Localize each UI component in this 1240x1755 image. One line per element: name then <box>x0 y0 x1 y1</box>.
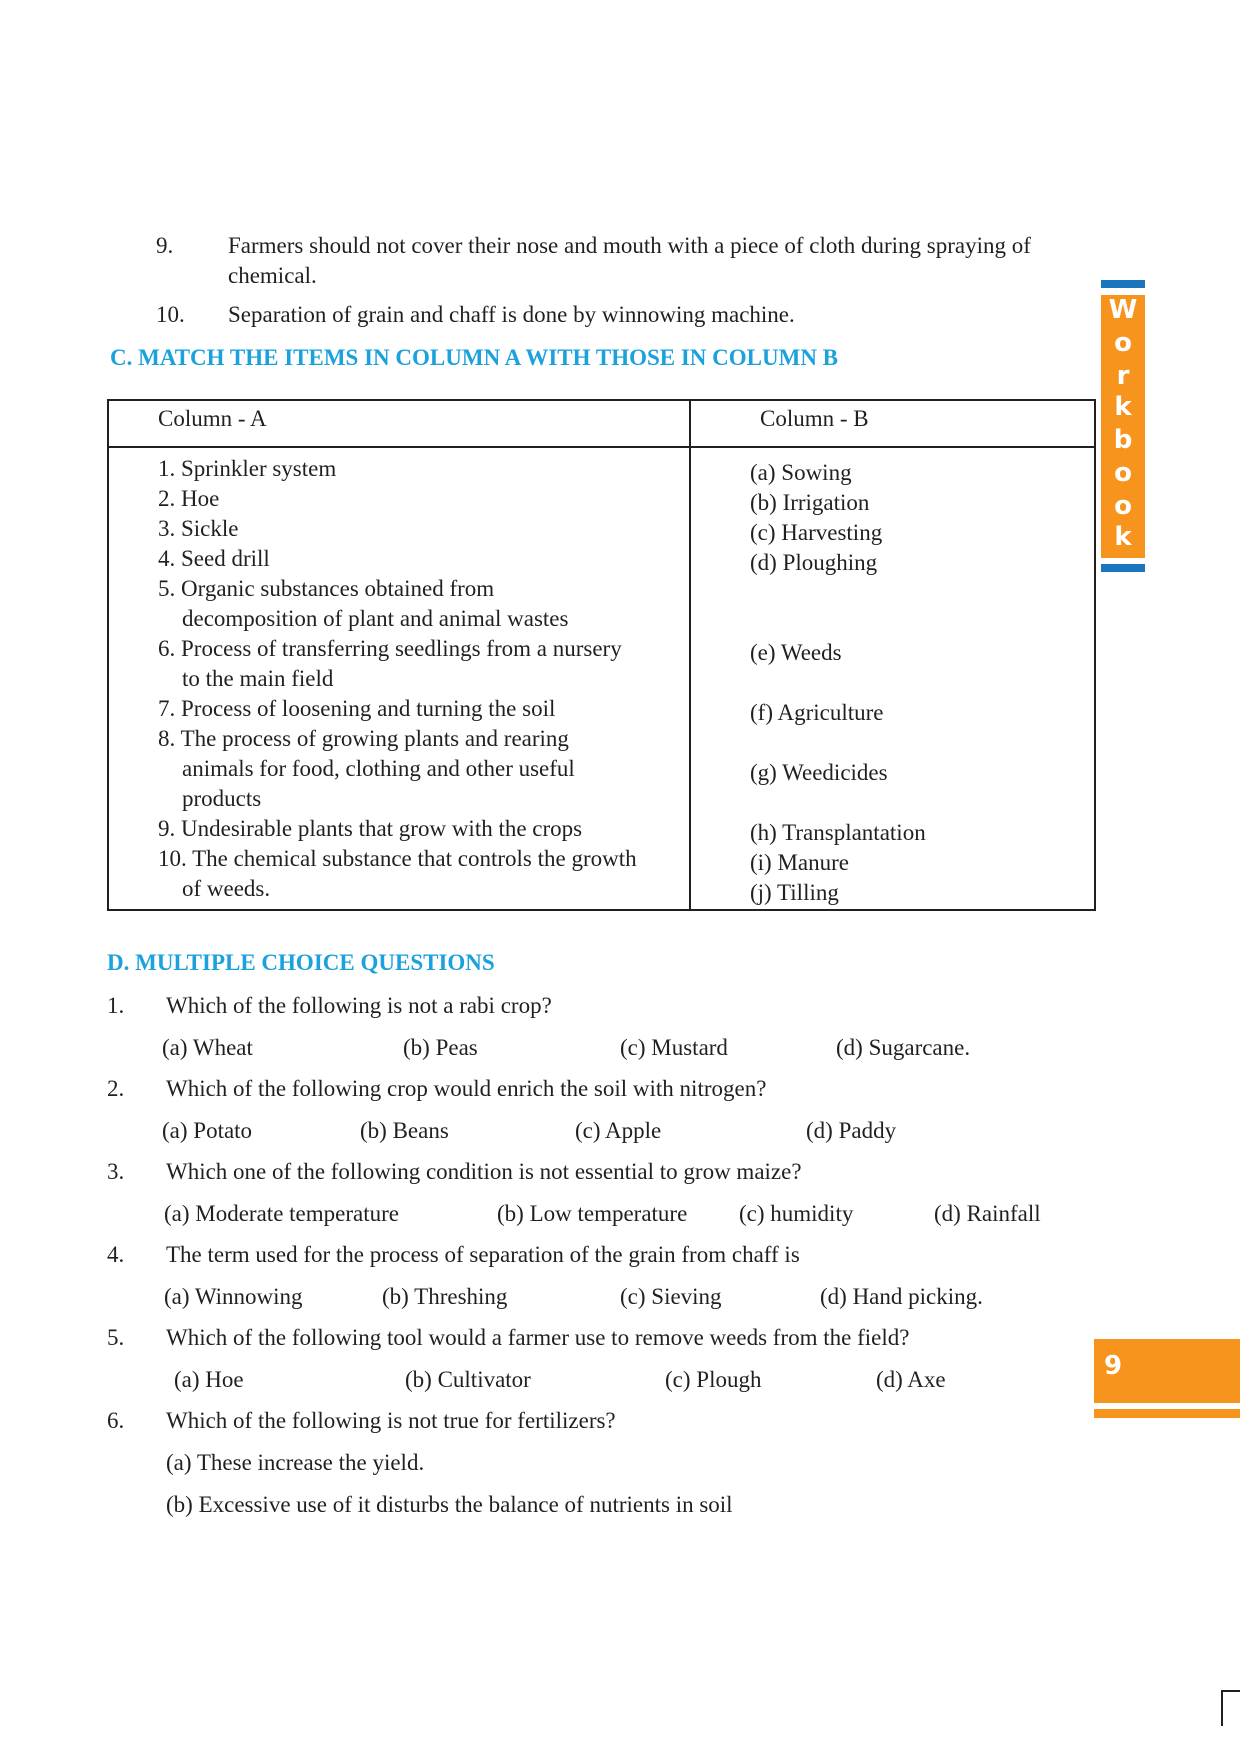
col-a-line: decomposition of plant and animal wastes <box>182 606 569 631</box>
col-a-line: products <box>182 786 262 811</box>
column-a-header: Column - A <box>158 406 267 431</box>
side-tab-letter: k <box>1114 522 1132 552</box>
question-text: Which of the following is not true for fertilizers? <box>166 1408 616 1433</box>
side-tab-letter: o <box>1114 491 1132 521</box>
col-a-line: to the main field <box>182 666 334 691</box>
col-b-line: (e) Weeds <box>750 640 842 665</box>
crop-mark <box>1221 1690 1240 1692</box>
question-text: Which of the following tool would a farmer use to remove weeds from the field? <box>166 1325 910 1350</box>
option: (a) Wheat <box>162 1035 253 1060</box>
question-text: The term used for the process of separation of the grain from chaff is <box>166 1242 800 1267</box>
page-number-underline <box>1094 1409 1240 1418</box>
col-a-line: 10. The chemical substance that controls the growth <box>158 846 637 871</box>
option: (b) Excessive use of it disturbs the balance of nutrients in soil <box>166 1492 733 1517</box>
col-a-line: 5. Organic substances obtained from <box>158 576 495 601</box>
question-number: 4. <box>107 1242 125 1267</box>
option: (d) Hand picking. <box>820 1284 983 1309</box>
option: (a) These increase the yield. <box>166 1450 425 1475</box>
col-a-line: 2. Hoe <box>158 486 220 511</box>
option: (b) Threshing <box>382 1284 508 1309</box>
col-b-line: (i) Manure <box>750 850 849 875</box>
match-table <box>107 399 1096 911</box>
page-number: 9 <box>1104 1351 1123 1381</box>
side-tab-top-bar <box>1101 280 1145 288</box>
question-text: Which of the following crop would enrich the soil with nitrogen? <box>166 1076 767 1101</box>
header-divider <box>107 446 1094 448</box>
col-b-line: (g) Weedicides <box>750 760 888 785</box>
side-tab-letter: o <box>1114 458 1132 488</box>
question-number: 2. <box>107 1076 125 1101</box>
side-tab-bottom-bar <box>1101 564 1145 572</box>
question-number: 3. <box>107 1159 125 1184</box>
side-tab-letter: r <box>1116 361 1130 391</box>
col-b-line: (j) Tilling <box>750 880 839 905</box>
column-divider <box>689 401 691 911</box>
tf-item-9-line-1: Farmers should not cover their nose and mouth with a piece of cloth during spraying of <box>228 233 1031 258</box>
col-a-line: 1. Sprinkler system <box>158 456 337 481</box>
option: (a) Winnowing <box>164 1284 303 1309</box>
tf-item-9-line-2: chemical. <box>228 263 317 288</box>
side-tab-letter: o <box>1114 328 1132 358</box>
option: (b) Cultivator <box>405 1367 531 1392</box>
side-tab-letter: b <box>1113 425 1133 455</box>
option: (d) Axe <box>876 1367 946 1392</box>
option: (c) humidity <box>739 1201 854 1226</box>
col-a-line: 7. Process of loosening and turning the soil <box>158 696 556 721</box>
question-number: 5. <box>107 1325 125 1350</box>
col-b-line: (b) Irrigation <box>750 490 870 515</box>
option: (a) Moderate temperature <box>164 1201 399 1226</box>
question-text: Which of the following is not a rabi crop? <box>166 993 552 1018</box>
option: (d) Paddy <box>806 1118 897 1143</box>
option: (d) Rainfall <box>934 1201 1041 1226</box>
crop-mark <box>1221 1690 1223 1726</box>
tf-item-10-line-1: Separation of grain and chaff is done by winnowing machine. <box>228 302 795 327</box>
option: (d) Sugarcane. <box>836 1035 971 1060</box>
section-c-heading: C. MATCH THE ITEMS IN COLUMN A WITH THOSE IN COLUMN B <box>110 345 839 370</box>
col-b-line: (h) Transplantation <box>750 820 926 845</box>
option: (c) Plough <box>665 1367 762 1392</box>
col-a-line: 3. Sickle <box>158 516 239 541</box>
option: (a) Potato <box>162 1118 253 1143</box>
question-number: 1. <box>107 993 125 1018</box>
side-tab-letter: k <box>1114 392 1132 422</box>
page-number-tab <box>1094 1339 1240 1403</box>
option: (c) Sieving <box>620 1284 722 1309</box>
section-d-heading: D. MULTIPLE CHOICE QUESTIONS <box>107 950 495 975</box>
question-number: 6. <box>107 1408 125 1433</box>
col-b-line: (a) Sowing <box>750 460 852 485</box>
option: (c) Mustard <box>620 1035 728 1060</box>
col-a-line: 6. Process of transferring seedlings from a nursery <box>158 636 622 661</box>
column-b-header: Column - B <box>760 406 869 431</box>
col-a-line: of weeds. <box>182 876 271 901</box>
col-b-line: (c) Harvesting <box>750 520 883 545</box>
side-tab-letter: W <box>1108 295 1138 325</box>
workbook-side-tab <box>1101 295 1145 558</box>
col-a-line: 9. Undesirable plants that grow with the crops <box>158 816 583 841</box>
option: (b) Peas <box>403 1035 478 1060</box>
col-a-line: 4. Seed drill <box>158 546 270 571</box>
tf-item-9-num: 9. <box>156 233 174 258</box>
option: (b) Beans <box>360 1118 449 1143</box>
col-a-line: 8. The process of growing plants and rearing <box>158 726 569 751</box>
col-b-line: (f) Agriculture <box>750 700 884 725</box>
col-b-line: (d) Ploughing <box>750 550 878 575</box>
option: (a) Hoe <box>174 1367 244 1392</box>
col-a-line: animals for food, clothing and other useful <box>182 756 575 781</box>
question-text: Which one of the following condition is not essential to grow maize? <box>166 1159 802 1184</box>
tf-item-10-num: 10. <box>156 302 185 327</box>
option: (c) Apple <box>575 1118 662 1143</box>
option: (b) Low temperature <box>497 1201 688 1226</box>
